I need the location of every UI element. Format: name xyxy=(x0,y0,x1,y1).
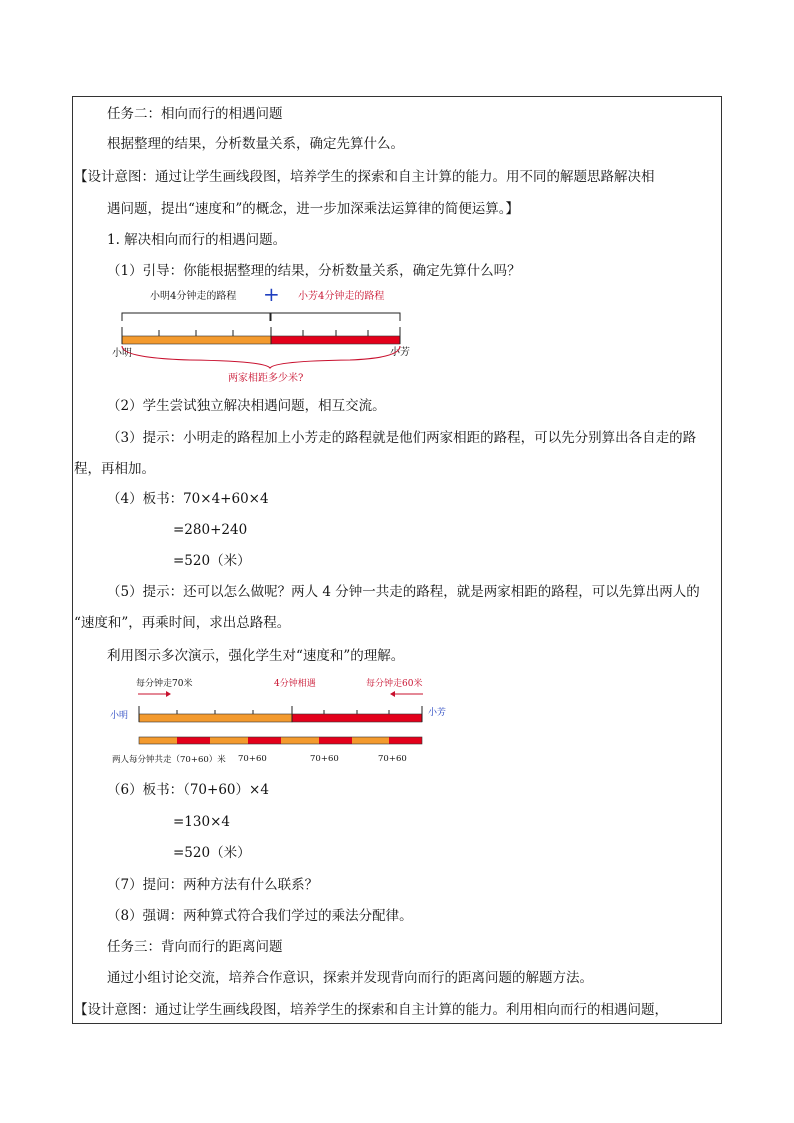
calc-line: =130×4 xyxy=(173,814,230,830)
red-segment xyxy=(319,737,352,744)
xiaofang-label: 小芳 xyxy=(390,347,410,358)
step-5: （5）提示：还可以怎么做呢？两人 4 分钟一共走的路程，就是两家相距的路程，可以先算出两人的 xyxy=(107,584,700,600)
orange-segment xyxy=(281,737,319,744)
right-brace xyxy=(271,313,400,321)
section-heading: 1. 解决相向而行的相遇问题。 xyxy=(107,232,287,248)
xiaofang-distance-label: 小芳4分钟走的路程 xyxy=(298,291,385,302)
step-5-cont: “速度和”，再乘时间，求出总路程。 xyxy=(74,615,291,631)
xiaofang-label: 小芳 xyxy=(428,708,447,718)
xiaoming-distance-label: 小明4分钟走的路程 xyxy=(150,291,237,302)
meeting-diagram-1 xyxy=(110,283,420,391)
xiaoming-speed-label: 每分钟走70米 xyxy=(136,679,193,689)
xiaofang-speed-label: 每分钟走60米 xyxy=(366,679,423,689)
bottom-brace xyxy=(122,346,400,368)
left-brace xyxy=(122,313,270,321)
sum-label: 70+60 xyxy=(310,754,339,764)
orange-segment xyxy=(122,336,271,344)
red-segment xyxy=(292,714,422,722)
step-6: （6）板书：（70+60）×4 xyxy=(107,782,269,798)
red-segment xyxy=(389,737,422,744)
sum-label: 70+60 xyxy=(238,754,267,764)
plus-sign: + xyxy=(263,283,280,306)
step-2: （2）学生尝试独立解决相遇问题，相互交流。 xyxy=(107,398,386,414)
calc-result: =520（米） xyxy=(173,553,251,569)
design-intent-cont: 遇问题，提出“速度和”的概念，进一步加深乘法运算律的简便运算。】 xyxy=(107,201,520,217)
red-segment xyxy=(271,336,400,344)
red-segment xyxy=(248,737,281,744)
step-3-cont: 程，再相加。 xyxy=(74,461,155,477)
calc-line: =280+240 xyxy=(173,522,248,538)
task-two-heading: 任务二：相向而行的相遇问题 xyxy=(107,106,283,122)
step-4: （4）板书：70×4+60×4 xyxy=(107,491,269,507)
design-intent: 【设计意图：通过让学生画线段图，培养学生的探索和自主计算的能力。利用相向而行的相遇问题， xyxy=(74,1002,668,1018)
paragraph: 利用图示多次演示，强化学生对“速度和”的理解。 xyxy=(107,648,405,664)
orange-segment xyxy=(352,737,389,744)
red-segment xyxy=(177,737,210,744)
step-8: （8）强调：两种算式符合我们学过的乘法分配律。 xyxy=(107,908,413,924)
step-1: （1）引导：你能根据整理的结果，分析数量关系，确定先算什么吗？ xyxy=(107,263,521,279)
calc-result: =520（米） xyxy=(173,845,251,861)
arrow-head-icon xyxy=(166,691,171,697)
task-three-heading: 任务三：背向而行的距离问题 xyxy=(107,939,283,955)
xiaoming-label: 小明 xyxy=(112,348,132,359)
orange-segment xyxy=(210,737,248,744)
meeting-time-label: 4分钟相遇 xyxy=(274,679,316,689)
orange-segment xyxy=(139,714,292,722)
orange-segment xyxy=(139,737,177,744)
arrow-head-icon xyxy=(390,691,395,697)
paragraph: 根据整理的结果，分析数量关系，确定先算什么。 xyxy=(107,136,404,152)
step-3: （3）提示：小明走的路程加上小芳走的路程就是他们两家相距的路程，可以先分别算出各自走的路 xyxy=(107,430,697,446)
step-7: （7）提问：两种方法有什么联系？ xyxy=(107,877,319,893)
sum-label: 70+60 xyxy=(378,754,407,764)
xiaoming-label: 小明 xyxy=(110,711,129,721)
combined-speed-label: 两人每分钟共走（70+60）米 xyxy=(112,755,226,765)
paragraph: 通过小组讨论交流，培养合作意识，探索并发现背向而行的距离问题的解题方法。 xyxy=(107,970,593,986)
total-distance-label: 两家相距多少米? xyxy=(228,373,304,384)
meeting-diagram-2 xyxy=(110,672,460,776)
design-intent: 【设计意图：通过让学生画线段图，培养学生的探索和自主计算的能力。用不同的解题思路解决相 xyxy=(74,169,655,185)
